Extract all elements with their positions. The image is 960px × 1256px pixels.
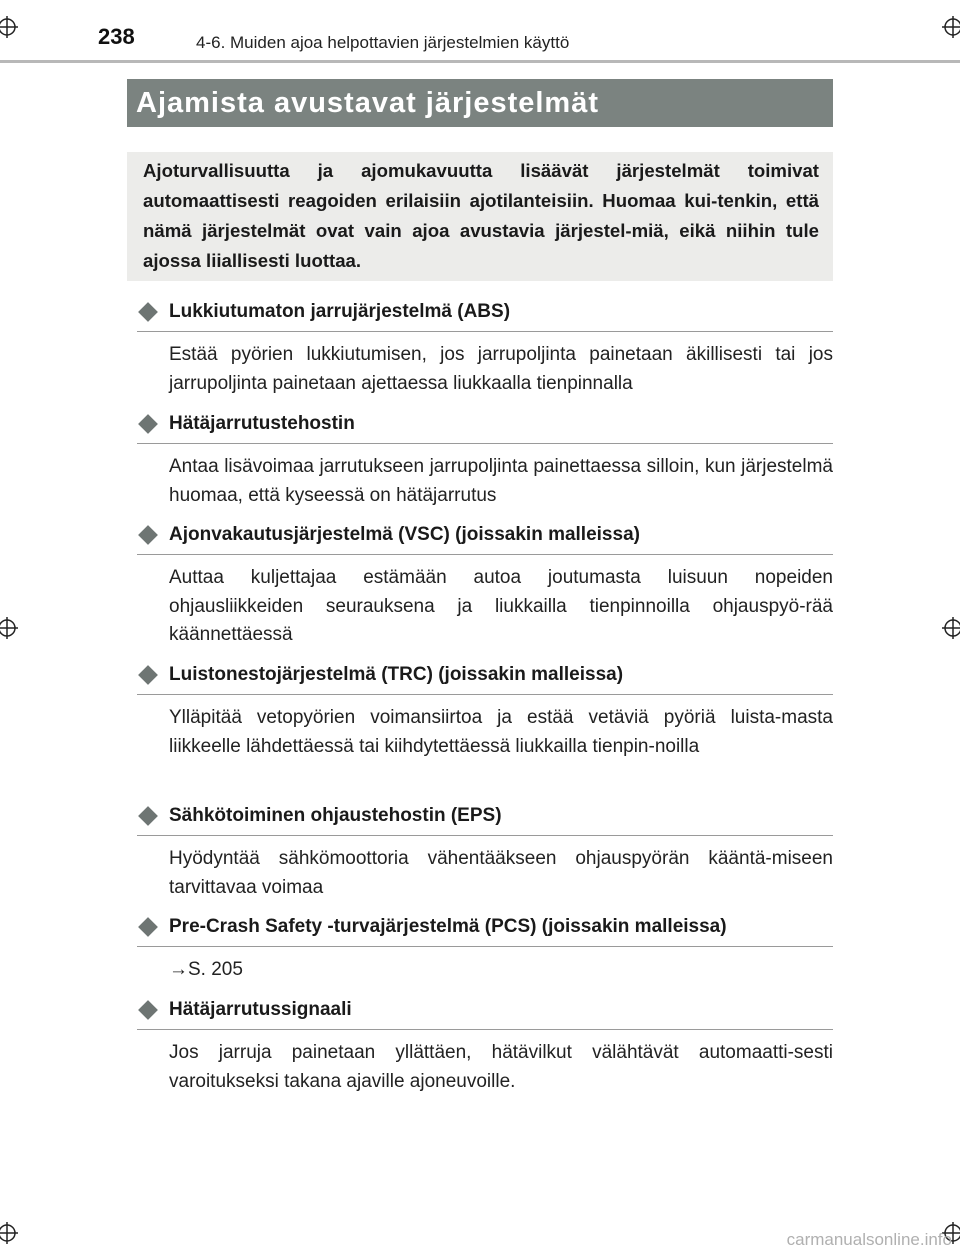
feature-brake-assist: [137, 410, 833, 510]
feature-description: Auttaa kuljettajaa estämään autoa joutumasta luisuun nopeiden ohjausliikkeiden seurauksena ja liukkailla tienpinnoilla ohjauspyö-rää käännettäessä: [169, 567, 833, 645]
running-header: 4-6. Muiden ajoa helpottavien järjestelmien käyttö: [196, 33, 570, 52]
intro-box: [127, 152, 833, 281]
diamond-bullet-icon: [138, 1000, 158, 1020]
feature-heading: [137, 996, 833, 1030]
crop-mark-bottom-left: [0, 1222, 18, 1244]
feature-title: Lukkiutumaton jarrujärjestelmä (ABS): [169, 301, 511, 322]
diamond-bullet-icon: [138, 806, 158, 826]
feature-heading: [137, 913, 833, 947]
feature-description: Hyödyntää sähkömoottoria vähentääkseen ohjauspyörän kääntä-miseen tarvittavaa voimaa: [169, 848, 833, 898]
page-reference-link[interactable]: →S. 205: [169, 959, 243, 980]
feature-title: Hätäjarrutustehostin: [169, 413, 355, 434]
diamond-bullet-icon: [138, 665, 158, 685]
feature-description: Estää pyörien lukkiutumisen, jos jarrupoljinta painetaan äkillisesti tai jos jarrupoljinta painetaan ajettaessa liukkaalla tienpinnalla: [169, 344, 833, 394]
intro-text: Ajoturvallisuutta ja ajomukavuutta lisäävät järjestelmät toimivat automaattisesti reagoiden erilaisiin ajotilanteisiin. Huomaa kui-tenkin, että nämä järjestelmät ovat vain ajoa avustavia järjestel-miä, eikä niihin tule ajossa liiallisesti luottaa.: [143, 160, 819, 271]
feature-heading: [137, 661, 833, 695]
crop-mark-top-right: [942, 16, 960, 38]
diamond-bullet-icon: [138, 917, 158, 937]
feature-heading: [137, 521, 833, 555]
feature-title: Ajonvakautusjärjestelmä (VSC) (joissakin malleissa): [169, 524, 640, 545]
feature-title: Pre-Crash Safety -turvajärjestelmä (PCS) (joissakin malleissa): [169, 916, 727, 937]
diamond-bullet-icon: [138, 414, 158, 434]
crop-mark-mid-right: [942, 617, 960, 639]
watermark: carmanualsonline.info: [786, 1230, 952, 1249]
feature-description: Jos jarruja painetaan yllättäen, hätävilkut välähtävät automaatti-sesti varoitukseksi takana ajaville ajoneuvoille.: [169, 1042, 833, 1092]
feature-vsc: [137, 521, 833, 650]
feature-heading: [137, 298, 833, 332]
feature-title: Luistonestojärjestelmä (TRC) (joissakin malleissa): [169, 664, 624, 685]
feature-eps: [137, 802, 833, 902]
feature-heading: [137, 410, 833, 444]
crop-mark-mid-left: [0, 617, 18, 639]
header-rule: [0, 60, 960, 63]
diamond-bullet-icon: [138, 302, 158, 322]
feature-title: Hätäjarrutussignaali: [169, 999, 352, 1020]
page-number: 238: [98, 24, 135, 49]
feature-heading: [137, 802, 833, 836]
feature-description: Antaa lisävoimaa jarrutukseen jarrupoljinta painettaessa silloin, kun järjestelmä huomaa, että kyseessä on hätäjarrutus: [169, 456, 833, 506]
feature-emergency-signal: [137, 996, 833, 1096]
feature-pcs: [137, 913, 833, 985]
feature-title: Sähkötoiminen ohjaustehostin (EPS): [169, 805, 502, 826]
feature-trc: [137, 661, 833, 761]
feature-abs: [137, 298, 833, 398]
feature-description: Ylläpitää vetopyörien voimansiirtoa ja estää vetäviä pyöriä luista-masta liikkeelle lähdettäessä tai kiihdytettäessä liukkailla tienpin-noilla: [169, 707, 833, 757]
section-title: Ajamista avustavat järjestelmät: [127, 79, 833, 127]
crop-mark-top-left: [0, 16, 18, 38]
diamond-bullet-icon: [138, 525, 158, 545]
